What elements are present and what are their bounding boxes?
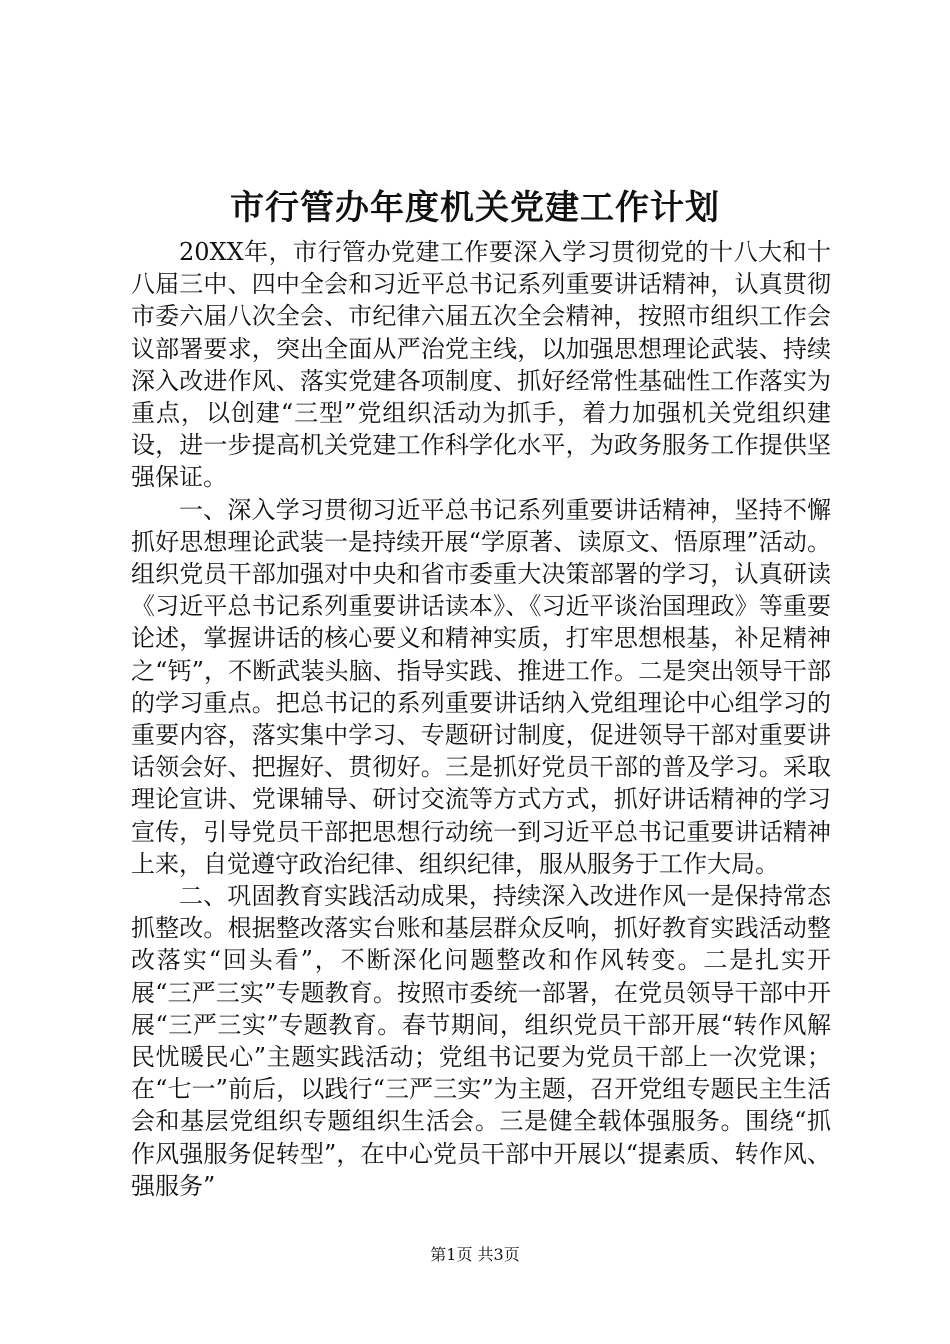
- paragraph-intro: 20XX年，市行管办党建工作要深入学习贯彻党的十八大和十八届三中、四中全会和习近平总书记系列重要讲话精神，认真贯彻市委六届八次全会、市纪律六届五次全会精神，按照市组织工作会议部署要求，突出全面从严治党主线，以加强思想理论武装、持续深入改进作风、落实党建各项制度、抓好经常性基础性工作落实为重点，以创建“三型”党组织活动为抓手，着力加强机关党组织建设，进一步提高机关党建工作科学化水平，为政务服务工作提供坚强保证。: [131, 238, 831, 492]
- paragraph-section-one: 一、深入学习贯彻习近平总书记系列重要讲话精神，坚持不懈抓好思想理论武装一是持续开展“学原著、读原文、悟原理”活动。组织党员干部加强对中央和省市委重大决策部署的学习，认真研读《习近平总书记系列重要讲话读本》、《习近平谈治国理政》等重要论述，掌握讲话的核心要义和精神实质，打牢思想根基，补足精神之“钙”，不断武装头脑、指导实践、推进工作。二是突出领导干部的学习重点。把总书记的系列重要讲话纳入党组理论中心组学习的重要内容，落实集中学习、专题研讨制度，促进领导干部对重要讲话领会好、把握好、贯彻好。三是抓好党员干部的普及学习。采取理论宣讲、党课辅导、研讨交流等方式方式，抓好讲话精神的学习宣传，引导党员干部把思想行动统一到习近平总书记重要讲话精神上来，自觉遵守政治纪律、组织纪律，服从服务于工作大局。: [131, 495, 831, 878]
- document-title: 市行管办年度机关党建工作计划: [230, 188, 720, 228]
- paragraph-section-two: 二、巩固教育实践活动成果，持续深入改进作风一是保持常态抓整改。根据整改落实台账和基层群众反响，抓好教育实践活动整改落实“回头看”，不断深化问题整改和作风转变。二是扎实开展“三严三实”专题教育。按照市委统一部署，在党员领导干部中开展“三严三实”专题教育。春节期间，组织党员干部开展“转作风解民忧暖民心”主题实践活动；党组书记要为党员干部上一次党课；在“七一”前后，以践行“三严三实”为主题，召开党组专题民主生活会和基层党组织专题组织生活会。三是健全载体强服务。围绕“抓作风强服务促转型”，在中心党员干部中开展以“提素质、转作风、强服务”: [131, 882, 831, 1200]
- page-number-footer: 第1页 共3页: [430, 1245, 520, 1264]
- document-body: [131, 236, 831, 1202]
